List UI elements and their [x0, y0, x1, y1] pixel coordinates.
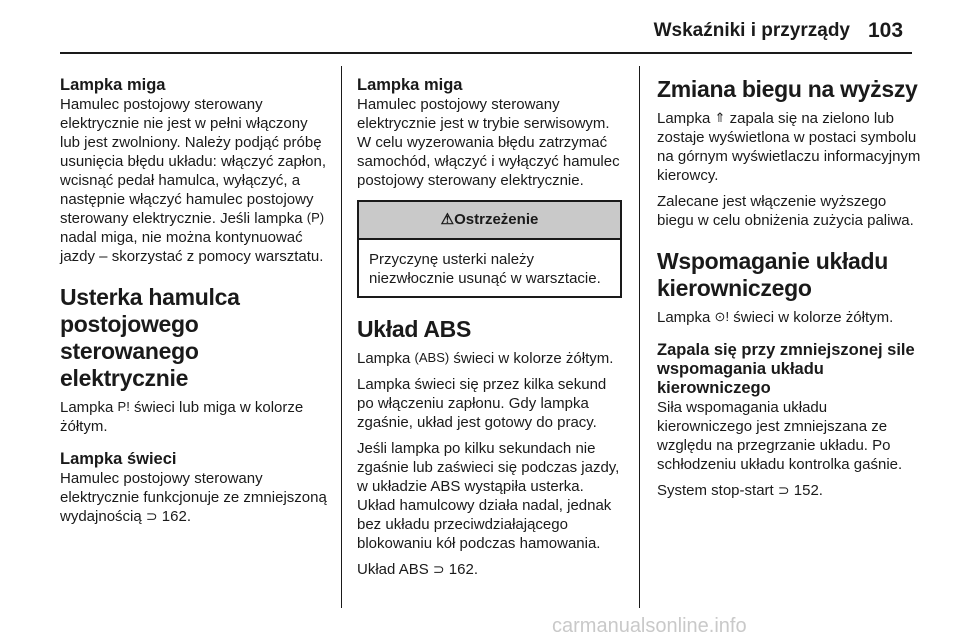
paragraph-text: Lampka	[657, 309, 711, 326]
paragraph-text: System stop-start	[657, 482, 774, 499]
paragraph-text: nadal miga, nie można kontynuować jazdy – skorzystać z pomocy warsztatu.	[60, 229, 324, 265]
paragraph-text: Układ ABS	[357, 561, 429, 578]
paragraph	[357, 560, 622, 579]
abs-icon: (ABS)	[414, 350, 450, 365]
page-reference[interactable]: 162.	[161, 508, 191, 525]
watermark: carmanualsonline.info	[552, 615, 747, 637]
paragraph	[657, 109, 922, 185]
column-3	[657, 76, 922, 500]
page-reference-arrow-icon: ⊃	[145, 508, 158, 524]
steering-warning-icon: ⊙!	[714, 309, 730, 324]
section-heading: Lampka świeci	[60, 450, 177, 468]
paragraph-text: Lampka	[60, 399, 114, 416]
column-1	[60, 76, 330, 526]
page-reference[interactable]: 152.	[793, 482, 823, 499]
paragraph: Zalecane jest włączenie wyższego biegu w celu obniżenia zużycia paliwa.	[657, 193, 914, 229]
paragraph-text: Hamulec postojowy sterowany elektrycznie funkcjonuje ze zmniejszoną wydajnością	[60, 470, 327, 525]
paragraph: Jeśli lampka po kilku sekundach nie zgaśnie lub zaświeci się podczas jazdy, w układzie ABS wystąpiła usterka. Układ hamulcowy działa nadal, jednak bez układu przeciwdziałającego blokowaniu kół podczas hamowania.	[357, 440, 620, 552]
paragraph: Hamulec postojowy sterowany elektrycznie jest w trybie serwisowym. W celu wyzerowania błędu zatrzymać samochód, włączyć i wyłączyć hamulec postojowy sterowany elektrycznie.	[357, 96, 620, 189]
parking-brake-icon: (P)	[306, 210, 325, 225]
section-heading: Wspomaganie układu kierowniczego	[657, 248, 889, 301]
section-heading: Zapala się przy zmniejszonej sile wspomagania układu kierowniczego	[657, 341, 915, 397]
section-heading: Układ ABS	[357, 316, 472, 342]
paragraph	[657, 308, 922, 327]
section-heading: Usterka hamulca postojowego sterowanego elektrycznie	[60, 284, 240, 391]
paragraph	[657, 481, 922, 500]
header-rule	[60, 52, 912, 54]
warning-header	[359, 202, 620, 240]
paragraph-text: Lampka	[357, 350, 411, 367]
page-reference-arrow-icon: ⊃	[432, 561, 445, 577]
paragraph	[60, 398, 330, 436]
warning-triangle-icon: ⚠	[440, 211, 455, 228]
paragraph-text: lampka	[254, 210, 303, 227]
column-divider-2	[639, 66, 640, 608]
paragraph-text: zapala się na zielono lub zostaje wyświetlona w postaci symbolu na górnym wyświetlaczu informacyjnym kierowcy.	[657, 110, 921, 184]
page-reference[interactable]: 162.	[448, 561, 478, 578]
warning-box	[357, 200, 622, 298]
column-2	[357, 76, 622, 579]
section-heading: Lampka miga	[357, 76, 463, 94]
paragraph	[60, 469, 330, 526]
section-heading: Zmiana biegu na wyższy	[657, 76, 918, 102]
paragraph-text: świeci w kolorze żółtym.	[453, 350, 614, 367]
paragraph-text: świeci lub miga w kolorze żółtym.	[60, 399, 304, 435]
page-reference-arrow-icon: ⊃	[777, 482, 790, 498]
paragraph: Siła wspomagania układu kierowniczego jest zmniejszana ze względu na przegrzanie układu. Po schłodzeniu układu kontrolka gaśnie.	[657, 399, 903, 473]
upshift-arrow-icon: ⇑	[714, 110, 726, 125]
paragraph	[60, 95, 330, 266]
paragraph-text: Hamulec postojowy sterowany elektrycznie nie jest w pełni włączony lub jest zwolniony. Należy podjąć próbę usunięcia błędu układu: włączyć zapłon, wcisnąć pedał hamulca, wyłączyć, a następnie włączyć hamulec postojowy sterowany elektrycznie. Jeśli	[60, 96, 326, 227]
warning-title: Ostrzeżenie	[454, 211, 539, 228]
paragraph-text: świeci w kolorze żółtym.	[733, 309, 894, 326]
paragraph	[357, 349, 622, 368]
section-heading: Lampka miga	[60, 76, 166, 94]
paragraph-text: Lampka	[657, 110, 711, 127]
header-title: Wskaźniki i przyrządy	[653, 20, 850, 41]
warning-text: Przyczynę usterki należy niezwłocznie usunąć w warsztacie.	[369, 251, 601, 287]
page-number: 103	[868, 19, 904, 42]
parking-brake-fault-icon: P!	[117, 399, 130, 414]
paragraph: Lampka świeci się przez kilka sekund po włączeniu zapłonu. Gdy lampka zgaśnie, układ jest gotowy do pracy.	[357, 376, 607, 431]
column-divider-1	[341, 66, 342, 608]
